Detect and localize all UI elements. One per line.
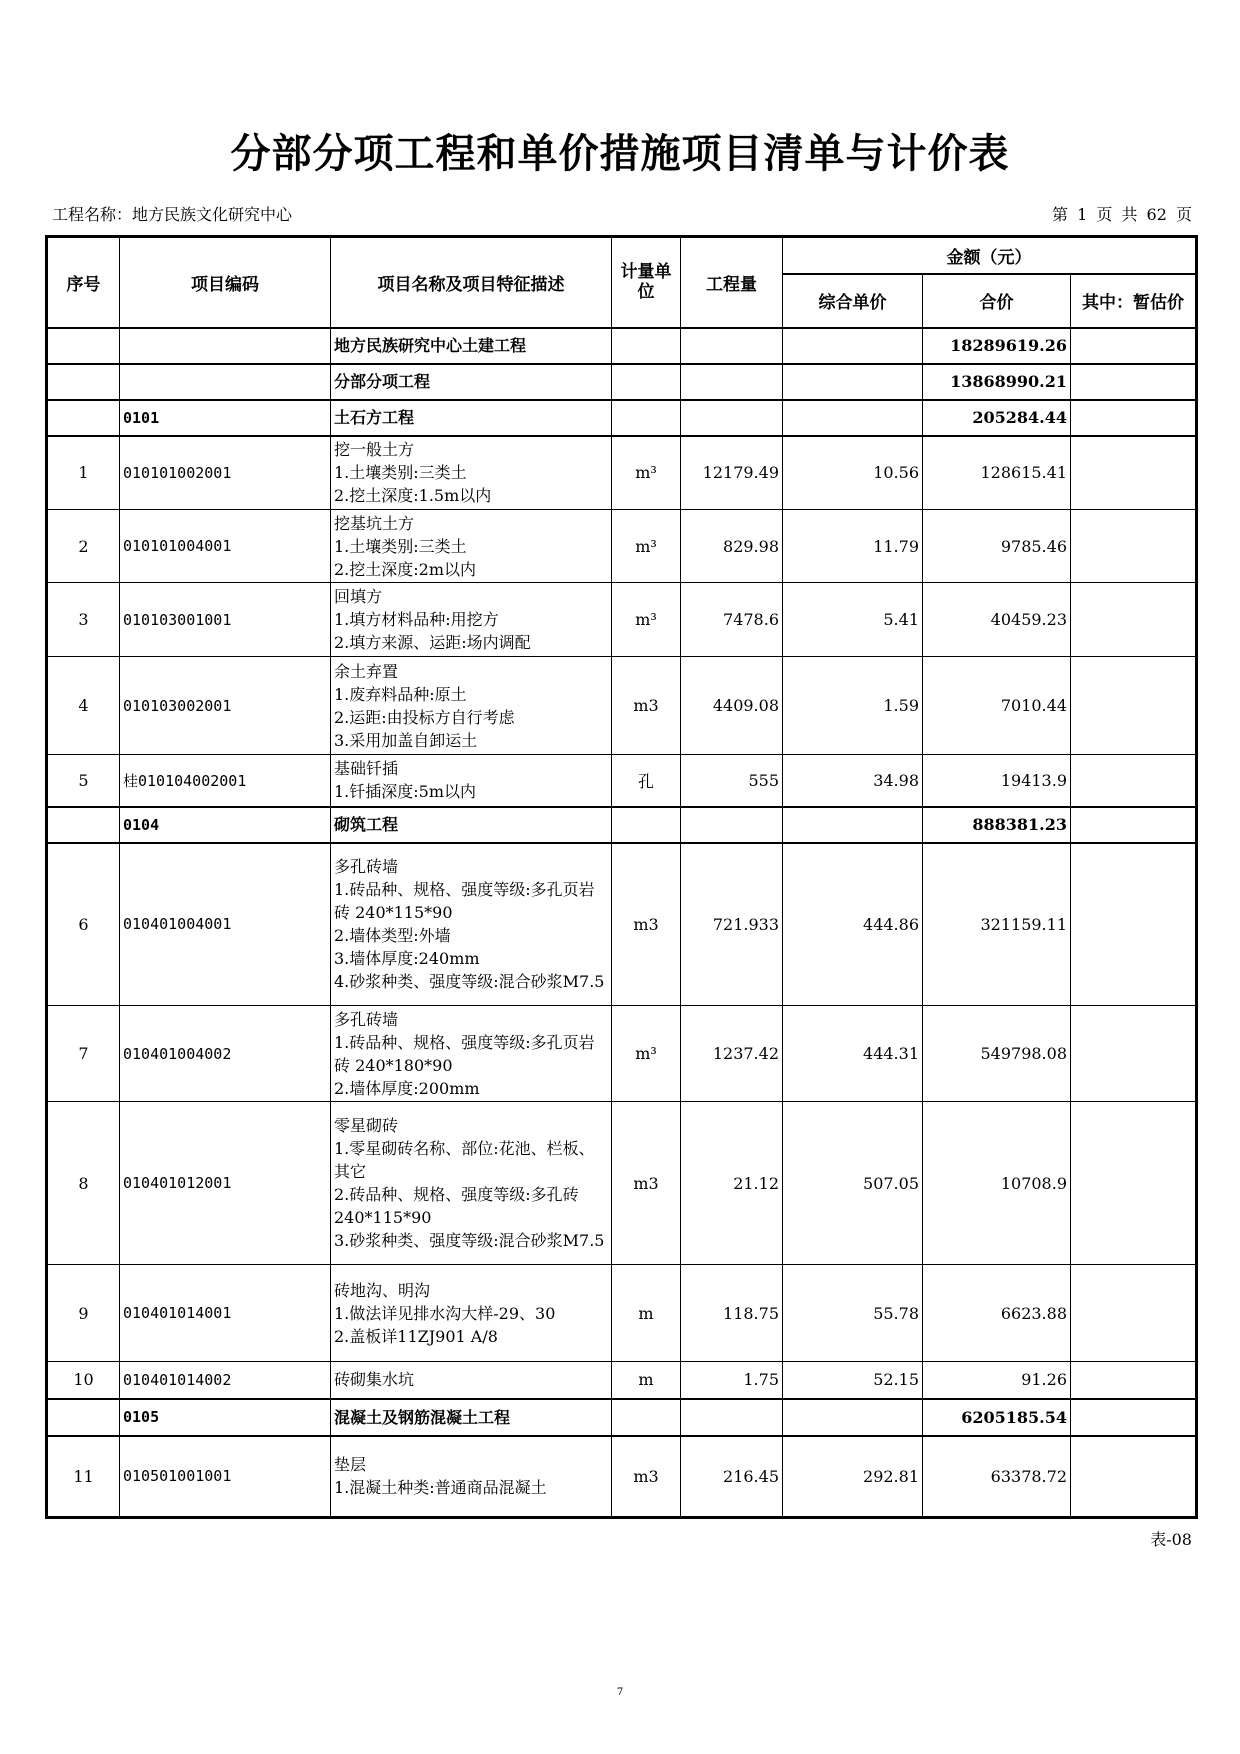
name-cell: 砖地沟、明沟 1.做法详见排水沟大样-29、30 2.盖板详11ZJ901 A/8 (331, 1265, 612, 1362)
provisional-cell (1071, 510, 1197, 583)
unit-price-cell: 34.98 (783, 755, 923, 807)
provisional-cell (1071, 436, 1197, 510)
unit-cell: m³ (612, 1006, 681, 1102)
unit-price-cell: 444.86 (783, 843, 923, 1006)
name-cell: 挖一般土方 1.土壤类别:三类土 2.挖土深度:1.5m以内 (331, 436, 612, 510)
code-cell: 010401004002 (120, 1006, 331, 1102)
name-cell: 分部分项工程 (331, 364, 612, 400)
section-row (47, 1399, 1197, 1436)
code-cell: 010501001001 (120, 1436, 331, 1518)
unit-price-cell: 52.15 (783, 1362, 923, 1399)
provisional-cell (1071, 807, 1197, 843)
unit-cell: m3 (612, 657, 681, 755)
unit-cell: m3 (612, 843, 681, 1006)
header-qty: 工程量 (681, 237, 783, 328)
total-cell: 6623.88 (923, 1265, 1071, 1362)
total-cell: 19413.9 (923, 755, 1071, 807)
total-cell: 91.26 (923, 1362, 1071, 1399)
name-cell: 多孔砖墙 1.砖品种、规格、强度等级:多孔页岩砖 240*115*90 2.墙体类型:外墙 3.墙体厚度:240mm 4.砂浆种类、强度等级:混合砂浆M7.5 (331, 843, 612, 1006)
code-cell: 010101002001 (120, 436, 331, 510)
code-cell (120, 328, 331, 364)
table-row (47, 1362, 1197, 1399)
table-row (47, 436, 1197, 510)
unit-cell (612, 400, 681, 436)
table-row (47, 755, 1197, 807)
form-code: 表-08 (1150, 1530, 1192, 1549)
unit-price-cell: 507.05 (783, 1102, 923, 1265)
name-cell: 地方民族研究中心土建工程 (331, 328, 612, 364)
unit-cell: m³ (612, 583, 681, 657)
seq-cell: 2 (47, 510, 120, 583)
name-cell: 垫层 1.混凝土种类:普通商品混凝土 (331, 1436, 612, 1518)
unit-price-cell (783, 807, 923, 843)
total-cell: 9785.46 (923, 510, 1071, 583)
project-name: 工程名称：地方民族文化研究中心 (52, 205, 293, 224)
provisional-cell (1071, 843, 1197, 1006)
name-cell: 多孔砖墙 1.砖品种、规格、强度等级:多孔页岩砖 240*180*90 2.墙体厚度:200mm (331, 1006, 612, 1102)
provisional-cell (1071, 1265, 1197, 1362)
name-cell: 砖砌集水坑 (331, 1362, 612, 1399)
total-cell: 205284.44 (923, 400, 1071, 436)
total-cell: 6205185.54 (923, 1399, 1071, 1436)
provisional-cell (1071, 583, 1197, 657)
qty-cell: 721.933 (681, 843, 783, 1006)
code-cell: 0105 (120, 1399, 331, 1436)
seq-cell: 1 (47, 436, 120, 510)
qty-cell: 118.75 (681, 1265, 783, 1362)
code-cell: 010103001001 (120, 583, 331, 657)
unit-cell: 孔 (612, 755, 681, 807)
pricing-table (45, 235, 1198, 1519)
seq-cell: 4 (47, 657, 120, 755)
table-row (47, 583, 1197, 657)
qty-cell: 555 (681, 755, 783, 807)
seq-cell (47, 807, 120, 843)
qty-cell (681, 1399, 783, 1436)
header-code: 项目编码 (120, 237, 331, 328)
seq-cell: 9 (47, 1265, 120, 1362)
total-cell: 63378.72 (923, 1436, 1071, 1518)
unit-cell (612, 807, 681, 843)
section-row (47, 400, 1197, 436)
unit-price-cell: 5.41 (783, 583, 923, 657)
code-cell: 010401014002 (120, 1362, 331, 1399)
section-row (47, 328, 1197, 364)
provisional-cell (1071, 1399, 1197, 1436)
total-cell: 10708.9 (923, 1102, 1071, 1265)
table-row (47, 657, 1197, 755)
unit-cell (612, 328, 681, 364)
provisional-cell (1071, 328, 1197, 364)
unit-cell: m3 (612, 1102, 681, 1265)
name-cell: 零星砌砖 1.零星砌砖名称、部位:花池、栏板、其它 2.砖品种、规格、强度等级:多孔砖 240*115*90 3.砂浆种类、强度等级:混合砂浆M7.5 (331, 1102, 612, 1265)
seq-cell: 6 (47, 843, 120, 1006)
seq-cell: 11 (47, 1436, 120, 1518)
unit-cell: m³ (612, 436, 681, 510)
provisional-cell (1071, 1006, 1197, 1102)
code-cell: 010103002001 (120, 657, 331, 755)
page-number: 7 (616, 1687, 624, 1698)
seq-cell: 5 (47, 755, 120, 807)
name-cell: 挖基坑土方 1.土壤类别:三类土 2.挖土深度:2m以内 (331, 510, 612, 583)
unit-cell: m³ (612, 510, 681, 583)
code-cell: 010401004001 (120, 843, 331, 1006)
total-cell: 7010.44 (923, 657, 1071, 755)
table-row (47, 1102, 1197, 1265)
provisional-cell (1071, 1362, 1197, 1399)
unit-price-cell (783, 1399, 923, 1436)
unit-price-cell: 292.81 (783, 1436, 923, 1518)
table-row (47, 843, 1197, 1006)
code-cell: 桂010104002001 (120, 755, 331, 807)
provisional-cell (1071, 364, 1197, 400)
code-cell: 010401012001 (120, 1102, 331, 1265)
header-provisional: 其中：暂估价 (1071, 274, 1197, 328)
code-cell: 0104 (120, 807, 331, 843)
qty-cell (681, 807, 783, 843)
code-cell (120, 364, 331, 400)
seq-cell: 3 (47, 583, 120, 657)
name-cell: 土石方工程 (331, 400, 612, 436)
unit-price-cell: 10.56 (783, 436, 923, 510)
qty-cell: 7478.6 (681, 583, 783, 657)
qty-cell (681, 328, 783, 364)
total-cell: 128615.41 (923, 436, 1071, 510)
page-title: 分部分项工程和单价措施项目清单与计价表 (230, 130, 1010, 177)
qty-cell: 829.98 (681, 510, 783, 583)
unit-price-cell: 55.78 (783, 1265, 923, 1362)
unit-price-cell: 11.79 (783, 510, 923, 583)
code-cell: 010401014001 (120, 1265, 331, 1362)
qty-cell: 4409.08 (681, 657, 783, 755)
unit-cell: m3 (612, 1436, 681, 1518)
provisional-cell (1071, 755, 1197, 807)
qty-cell: 12179.49 (681, 436, 783, 510)
name-cell: 砌筑工程 (331, 807, 612, 843)
qty-cell: 216.45 (681, 1436, 783, 1518)
name-cell: 余土弃置 1.废弃料品种:原土 2.运距:由投标方自行考虑 3.采用加盖自卸运土 (331, 657, 612, 755)
name-cell: 混凝土及钢筋混凝土工程 (331, 1399, 612, 1436)
unit-cell (612, 1399, 681, 1436)
seq-cell (47, 1399, 120, 1436)
table-row (47, 1006, 1197, 1102)
provisional-cell (1071, 400, 1197, 436)
header-name: 项目名称及项目特征描述 (331, 237, 612, 328)
seq-cell: 10 (47, 1362, 120, 1399)
total-cell: 40459.23 (923, 583, 1071, 657)
qty-cell: 1.75 (681, 1362, 783, 1399)
header-unit-price: 综合单价 (783, 274, 923, 328)
unit-price-cell (783, 400, 923, 436)
unit-cell (612, 364, 681, 400)
unit-price-cell: 1.59 (783, 657, 923, 755)
page-info: 第 1 页 共 62 页 (1052, 205, 1192, 224)
seq-cell (47, 328, 120, 364)
unit-cell: m (612, 1362, 681, 1399)
table-row (47, 510, 1197, 583)
header-total: 合价 (923, 274, 1071, 328)
name-cell: 基础钎插 1.钎插深度:5m以内 (331, 755, 612, 807)
seq-cell (47, 400, 120, 436)
section-row (47, 807, 1197, 843)
header-seq: 序号 (47, 237, 120, 328)
table-row (47, 1436, 1197, 1518)
qty-cell: 1237.42 (681, 1006, 783, 1102)
total-cell: 549798.08 (923, 1006, 1071, 1102)
unit-price-cell (783, 364, 923, 400)
unit-cell: m (612, 1265, 681, 1362)
qty-cell (681, 364, 783, 400)
seq-cell: 8 (47, 1102, 120, 1265)
header-amount: 金额（元） (783, 237, 1197, 274)
code-cell: 010101004001 (120, 510, 331, 583)
name-cell: 回填方 1.填方材料品种:用挖方 2.填方来源、运距:场内调配 (331, 583, 612, 657)
total-cell: 13868990.21 (923, 364, 1071, 400)
unit-price-cell: 444.31 (783, 1006, 923, 1102)
provisional-cell (1071, 657, 1197, 755)
provisional-cell (1071, 1102, 1197, 1265)
code-cell: 0101 (120, 400, 331, 436)
total-cell: 888381.23 (923, 807, 1071, 843)
section-row (47, 364, 1197, 400)
qty-cell (681, 400, 783, 436)
qty-cell: 21.12 (681, 1102, 783, 1265)
header-unit: 计量单位 (612, 237, 681, 328)
unit-price-cell (783, 328, 923, 364)
total-cell: 321159.11 (923, 843, 1071, 1006)
total-cell: 18289619.26 (923, 328, 1071, 364)
seq-cell: 7 (47, 1006, 120, 1102)
provisional-cell (1071, 1436, 1197, 1518)
seq-cell (47, 364, 120, 400)
table-row (47, 1265, 1197, 1362)
